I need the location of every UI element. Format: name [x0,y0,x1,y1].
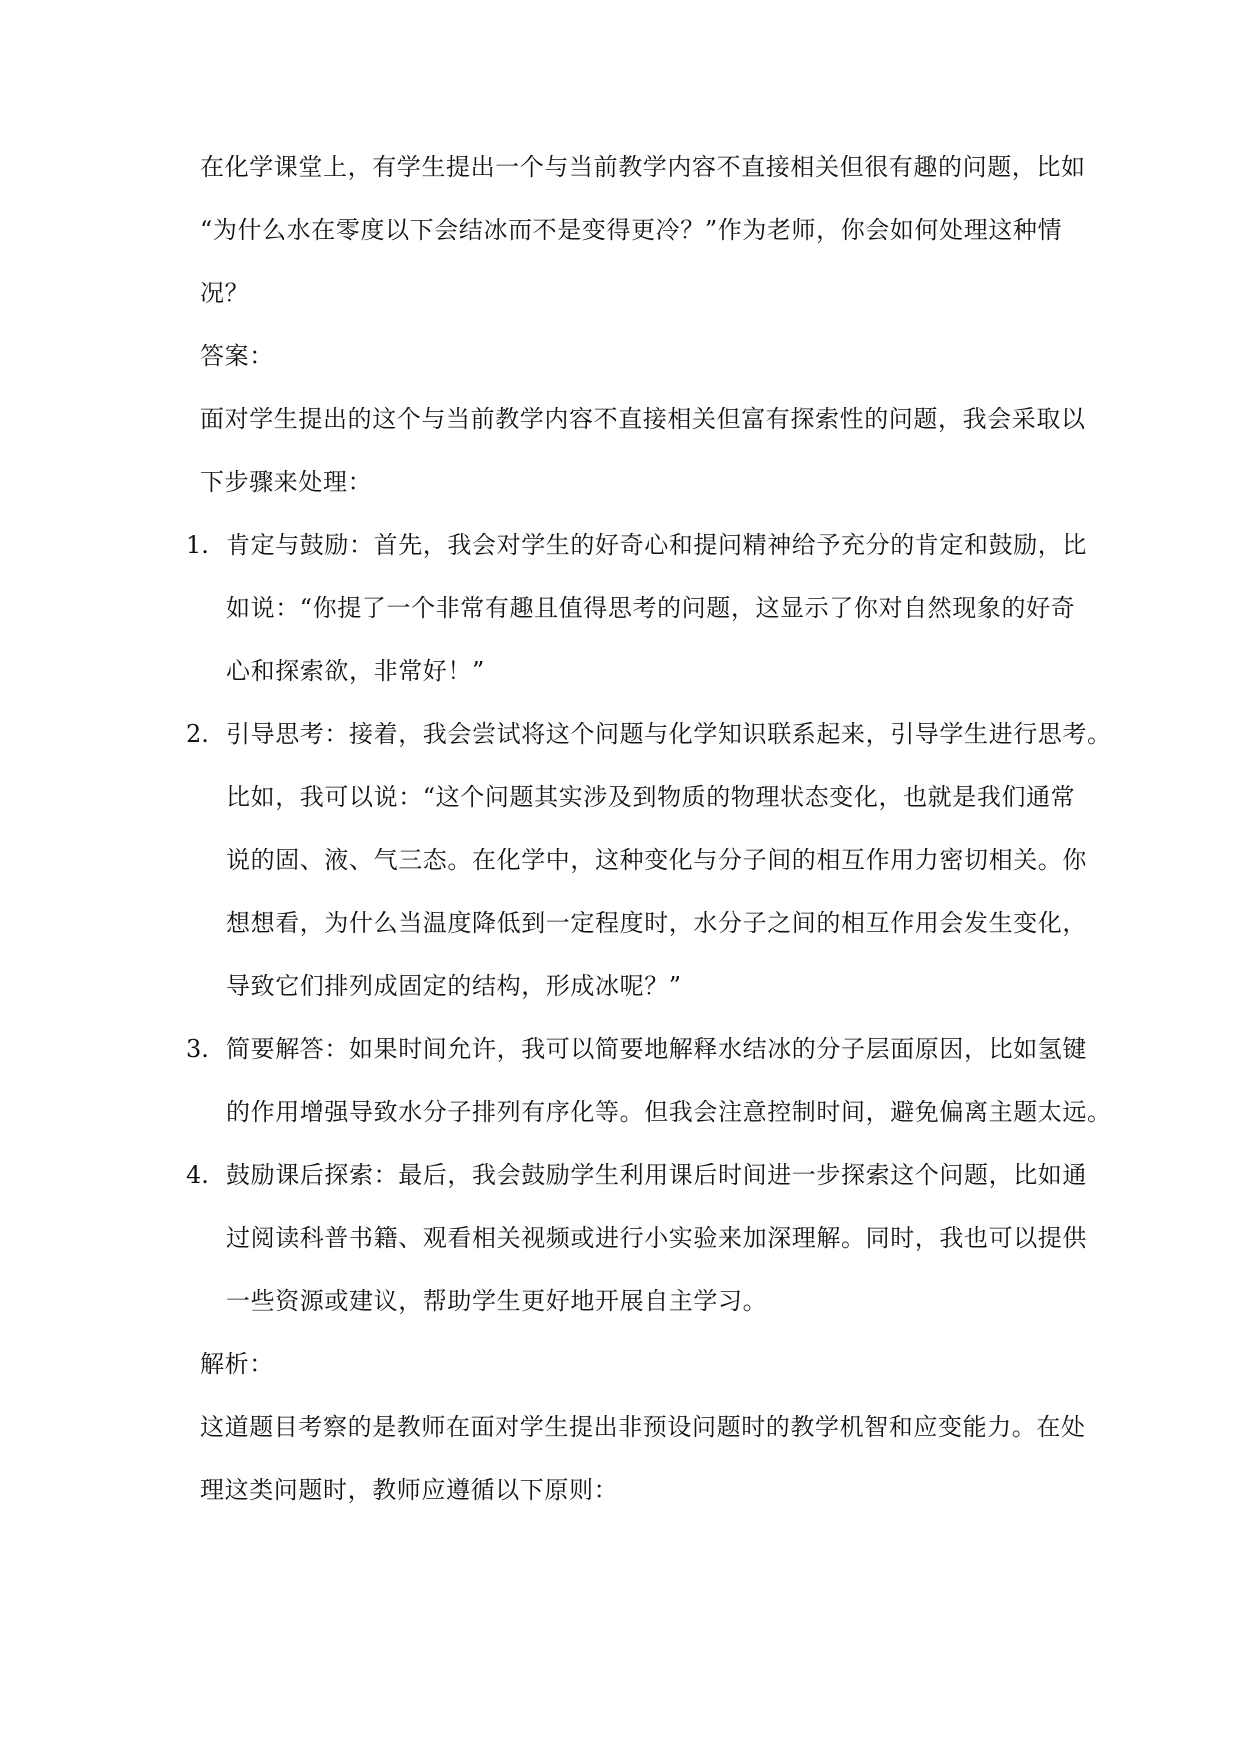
step-2-line-5: 导致它们排列成固定的结构，形成冰呢？” [226,972,682,1000]
step-1-line-1: 肯定与鼓励：首先，我会对学生的好奇心和提问精神给予充分的肯定和鼓励，比 [226,531,1087,559]
step-1-line-3: 心和探索欲，非常好！” [226,657,485,685]
question-line-2: “为什么水在零度以下会结冰而不是变得更冷？”作为老师，你会如何处理这种情 [200,216,1063,244]
step-2-line-3: 说的固、液、气三态。在化学中，这种变化与分子间的相互作用力密切相关。你 [226,846,1087,874]
step-2-line-4: 想想看，为什么当温度降低到一定程度时，水分子之间的相互作用会发生变化， [226,909,1087,937]
step-number: 3. [186,1035,209,1063]
step-number: 4. [186,1161,209,1189]
step-3-line-2: 的作用增强导致水分子排列有序化等。但我会注意控制时间，避免偏离主题太远。 [226,1098,1112,1126]
intro-line-1: 面对学生提出的这个与当前教学内容不直接相关但富有探索性的问题，我会采取以 [200,405,1086,433]
step-4-line-1: 鼓励课后探索：最后，我会鼓励学生利用课后时间进一步探索这个问题，比如通 [226,1161,1087,1189]
question-line-1: 在化学课堂上，有学生提出一个与当前教学内容不直接相关但很有趣的问题，比如 [200,153,1086,181]
step-2-line-1: 引导思考：接着，我会尝试将这个问题与化学知识联系起来，引导学生进行思考。 [226,720,1112,748]
step-1-line-2: 如说：“你提了一个非常有趣且值得思考的问题，这显示了你对自然现象的好奇 [226,594,1076,622]
step-number: 1. [186,531,209,559]
step-4-line-2: 过阅读科普书籍、观看相关视频或进行小实验来加深理解。同时，我也可以提供 [226,1224,1087,1252]
analysis-line-1: 这道题目考察的是教师在面对学生提出非预设问题时的教学机智和应变能力。在处 [200,1413,1086,1441]
step-4-line-3: 一些资源或建议，帮助学生更好地开展自主学习。 [226,1287,768,1315]
step-number: 2. [186,720,209,748]
answer-label: 答案： [200,342,274,370]
step-2-line-2: 比如，我可以说：“这个问题其实涉及到物质的物理状态变化，也就是我们通常 [226,783,1076,811]
analysis-line-2: 理这类问题时，教师应遵循以下原则： [200,1476,619,1504]
analysis-label: 解析： [200,1350,274,1378]
intro-line-2: 下步骤来处理： [200,468,373,496]
question-line-3: 况？ [200,279,250,307]
step-3-line-1: 简要解答：如果时间允许，我可以简要地解释水结冰的分子层面原因，比如氢键 [226,1035,1087,1063]
